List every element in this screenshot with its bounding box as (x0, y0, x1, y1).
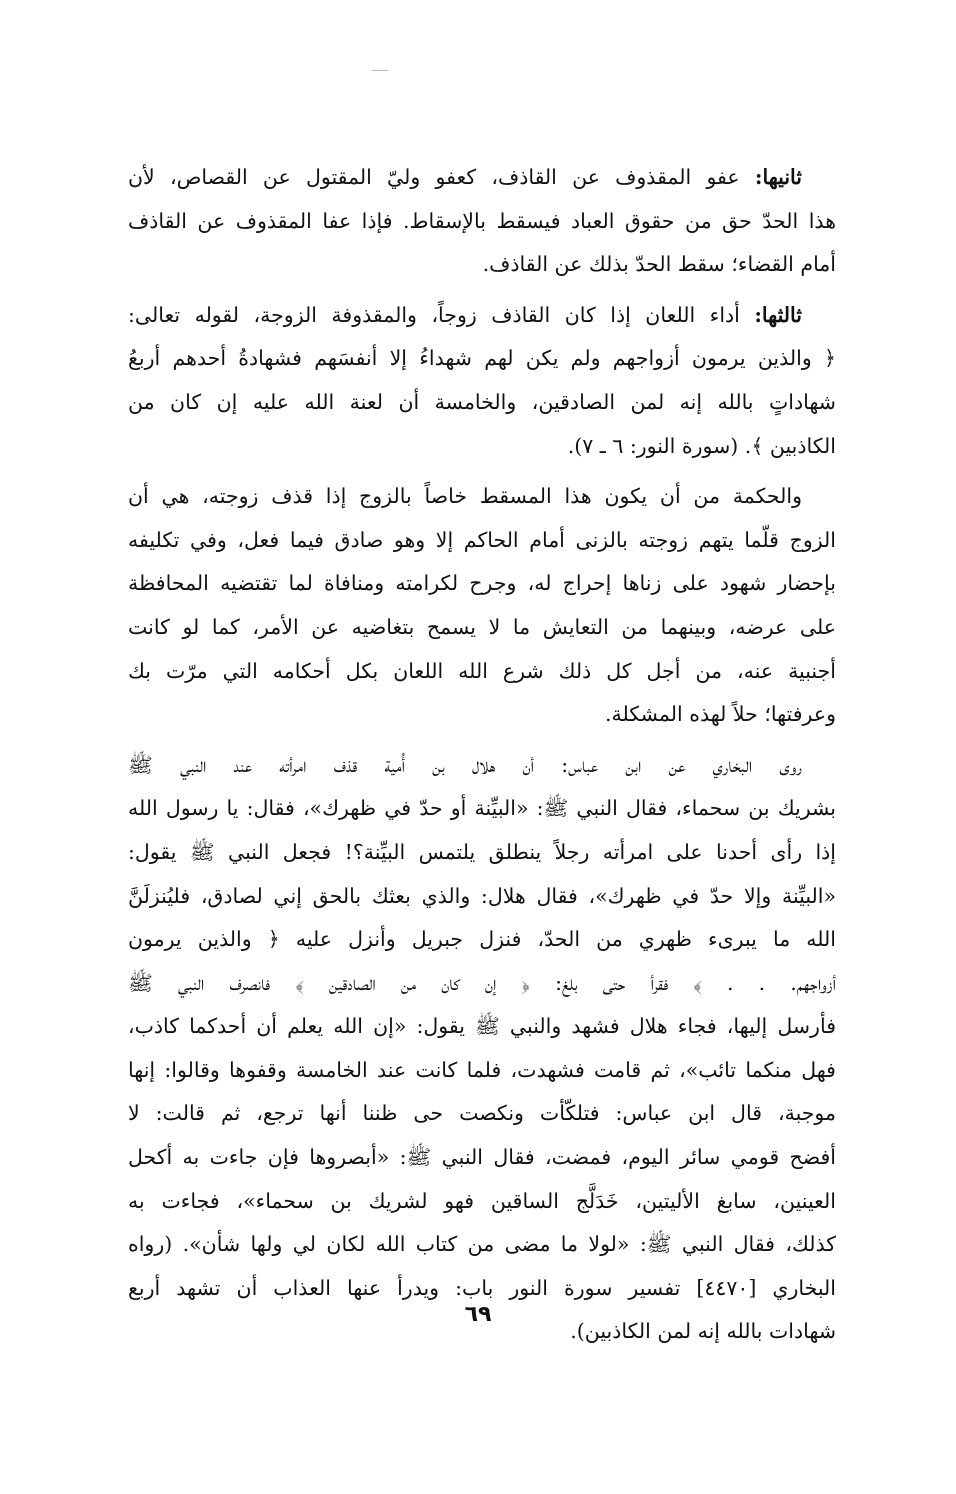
text-line: بإحضار شهود على زناها إحراج له، وجرح لكرامته ومنافاة لما تقتضيه المحافظة (128, 571, 836, 596)
text-line: هذا الحدّ حق من حقوق العباد فيسقط بالإسقاط. فإذا عفا المقذوف عن القاذف (128, 208, 836, 233)
text-line: أزواجهم. . . ﴾ فقرأ حتى بلغ: ﴿ إن كان من الصادقين ﴾ فانصرف النبي ﷺ (128, 970, 836, 995)
text-line: الله ما يبرىء ظهري من الحدّ، فنزل جبريل وأنزل عليه ﴿ والذين يرمون (128, 927, 836, 952)
text-line: أفضح قومي سائر اليوم، فمضت، فقال النبي ﷺ: «أبصروها فإن جاءت به أكحل (128, 1145, 836, 1170)
top-rule (372, 70, 388, 71)
text-line: العينين، سابغ الأليتين، خَدَلَّج الساقين فهو لشريك بن سحماء»، فجاءت به (128, 1188, 836, 1213)
text-line: أجنبية عنه، من أجل كل ذلك شرع الله اللعان بكل أحكامه التي مرّت بك (128, 658, 836, 683)
text-line: الزوج قلّما يتهم زوجته بالزنى أمام الحاكم إلا وهو صادق فيما فعل، وفي تكليفه (128, 527, 836, 552)
paragraph-second (128, 156, 836, 287)
text-line: روى البخاري عن ابن عباس: أن هلال بن أُمية قذف امرأته عند النبي ﷺ (128, 752, 802, 777)
paragraph-third (128, 294, 836, 468)
text-line: ثالثها: أداء اللعان إذا كان القاذف زوجاً، والمقذوفة الزوجة، لقوله تعالى: (128, 302, 802, 327)
text-line: إذا رأى أحدنا على امرأته رجلاً ينطلق يلتمس البيِّنة؟! فجعل النبي ﷺ يقول: (128, 839, 836, 864)
text-line: وعرفتها؛ حلاً لهذه المشكلة. (605, 702, 836, 727)
text-line: شهادات بالله إنه لمن الكاذبين). (570, 1319, 836, 1344)
text-line: البخاري [٤٤٧٠] تفسير سورة النور باب: ويدرأ عنها العذاب أن تشهد أربع (128, 1275, 836, 1300)
quran-verse-line: شهاداتٍ بالله إنه لمن الصادقين، والخامسة أن لعنة الله عليه إن كان من (128, 389, 836, 414)
page-number: ٦٩ (464, 1302, 492, 1327)
text-line: بشريك بن سحماء، فقال النبي ﷺ: «البيِّنة أو حدّ في ظهرك»، فقال: يا رسول الله (128, 796, 836, 821)
text-line: ثانيها: عفو المقذوف عن القاذف، كعفو وليّ المقتول عن القصاص، لأن (128, 165, 802, 189)
paragraph-hadith (128, 744, 836, 1354)
paragraph-wisdom (128, 475, 836, 737)
text-line: فأرسل إليها، فجاء هلال فشهد والنبي ﷺ يقول: «إن الله يعلم أن أحدكما كاذب، (128, 1014, 836, 1039)
page-body (128, 156, 836, 1354)
text-line: أمام القضاء؛ سقط الحدّ بذلك عن القاذف. (482, 252, 836, 277)
paragraph-lead: ثانيها: (754, 165, 802, 189)
text-line: والحكمة من أن يكون هذا المسقط خاصاً بالزوج إذا قذف زوجته، هي أن (128, 484, 802, 509)
text-line: كذلك، فقال النبي ﷺ: «لولا ما مضى من كتاب الله لكان لي ولها شأن». (رواه (128, 1232, 836, 1257)
text-line: موجبة، قال ابن عباس: فتلكّأت ونكصت حى ظننا أنها ترجع، ثم قالت: لا (128, 1101, 836, 1126)
text-line: «البيِّنة وإلا حدّ في ظهرك»، فقال هلال: والذي بعثك بالحق إني لصادق، فليُنزلَنَّ (128, 883, 836, 908)
text-line: على عرضه، وبينهما من التعايش ما لا يسمح بتغاضيه عن الأمر، كما لو كانت (128, 614, 836, 639)
text-line: فهل منكما تائب»، ثم قامت فشهدت، فلما كانت عند الخامسة وقفوها وقالوا: إنها (128, 1057, 836, 1082)
quran-verse-line: الكاذبين ﴾. (سورة النور: ٦ ـ ٧). (567, 433, 836, 458)
paragraph-lead: ثالثها: (754, 302, 802, 327)
quran-verse-line: ﴿ والذين يرمون أزواجهم ولم يكن لهم شهداءُ إلا أنفسَهم فشهادةُ أحدهم أربعُ (128, 346, 836, 371)
